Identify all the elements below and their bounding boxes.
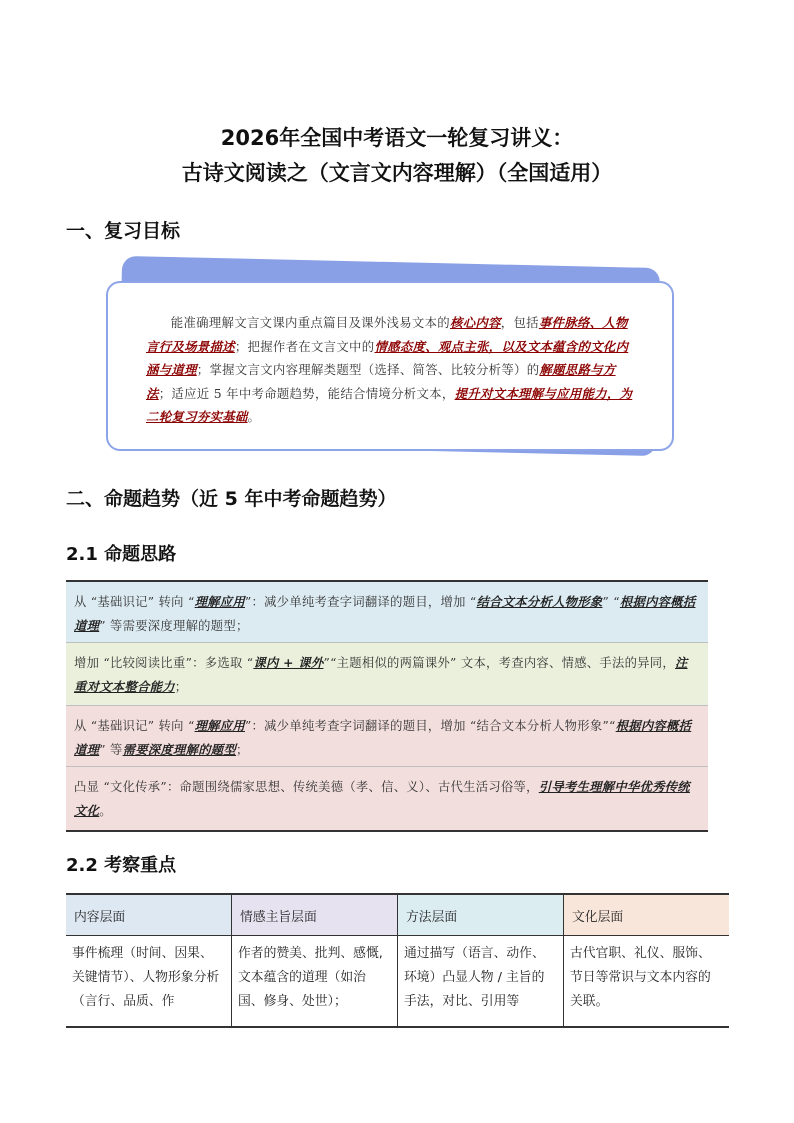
- objective-box: [106, 281, 674, 451]
- trend-row: 从 “基础识记” 转向 “理解应用”：减少单纯考查字词翻译的题目，增加 “结合文本分析人物形象”“根据内容概括道理” 等需要深度理解的题型；: [66, 706, 708, 767]
- emphasis-text: 事件脉络、人物言行及场景描述: [146, 315, 628, 354]
- trend-row: 凸显 “文化传承”：命题围绕儒家思想、传统美德（孝、信、义）、古代生活习俗等，引导考生理解中华优秀传统文化。: [66, 767, 708, 830]
- subsection-heading-ideas: 2.1 命题思路: [66, 544, 177, 565]
- document-title-line1: 2026年全国中考语文一轮复习讲义：: [220, 126, 574, 150]
- focus-cell-emotion: 作者的赞美、批判、感慨, 文本蕴含的道理（如治国、修身、处世）；: [231, 936, 397, 1028]
- trend-row: 从 “基础识记” 转向 “理解应用”：减少单纯考查字词翻译的题目，增加 “结合文本分析人物形象” “根据内容概括道理” 等需要深度理解的题型；: [66, 582, 708, 643]
- focus-header-culture: 文化层面: [563, 894, 729, 936]
- focus-cell-culture: 古代官职、礼仪、服饰、节日等常识与文本内容的关联。: [563, 936, 729, 1028]
- emphasis-text: 提升对文本理解与应用能力，为二轮复习夯实基础: [146, 385, 633, 424]
- trend-row: 增加 “比较阅读比重”：多选取 “课内 + 课外”“主题相似的两篇课外” 文本，考查内容、情感、手法的异同，注重对文本整合能力；: [66, 643, 708, 706]
- section-heading-trends: 二、命题趋势（近 5 年中考命题趋势）: [66, 488, 397, 510]
- focus-header-method: 方法层面: [397, 894, 563, 936]
- emphasis-text: 情感态度、观点主张，以及文本蕴含的文化内涵与道理: [146, 338, 629, 377]
- document-title-line2: 古诗文阅读之（文言文内容理解）（全国适用）: [181, 161, 613, 185]
- focus-cell-content: 事件梳理（时间、因果、关键情节）、人物形象分析（言行、品质、作: [66, 936, 231, 1028]
- focus-header-emotion: 情感主旨层面: [231, 894, 397, 936]
- section-heading-objectives: 一、复习目标: [66, 220, 181, 242]
- focus-table: [66, 893, 729, 1028]
- trend-table: [66, 580, 708, 832]
- subsection-heading-focus: 2.2 考察重点: [66, 855, 177, 876]
- objective-text: 能准确理解文言文课内重点篇目及课外浅易文本的核心内容，包括事件脉络、人物言行及场景描述；把握作者在文言文中的情感态度、观点主张，以及文本蕴含的文化内涵与道理；掌握文言文内容理解类题型（选择、简答、比较分析等）的解题思路与方法；适应近 5 年中考命题趋势，能结合情境分析文本，提升对文本理解与应用能力，为二轮复习夯实基础。: [146, 315, 633, 424]
- focus-header-content: 内容层面: [66, 894, 231, 936]
- focus-cell-method: 通过描写（语言、动作、环境）凸显人物 / 主旨的手法，对比、引用等: [397, 936, 563, 1028]
- emphasis-text: 核心内容: [450, 315, 501, 330]
- emphasis-text: 解题思路与方法: [146, 362, 616, 401]
